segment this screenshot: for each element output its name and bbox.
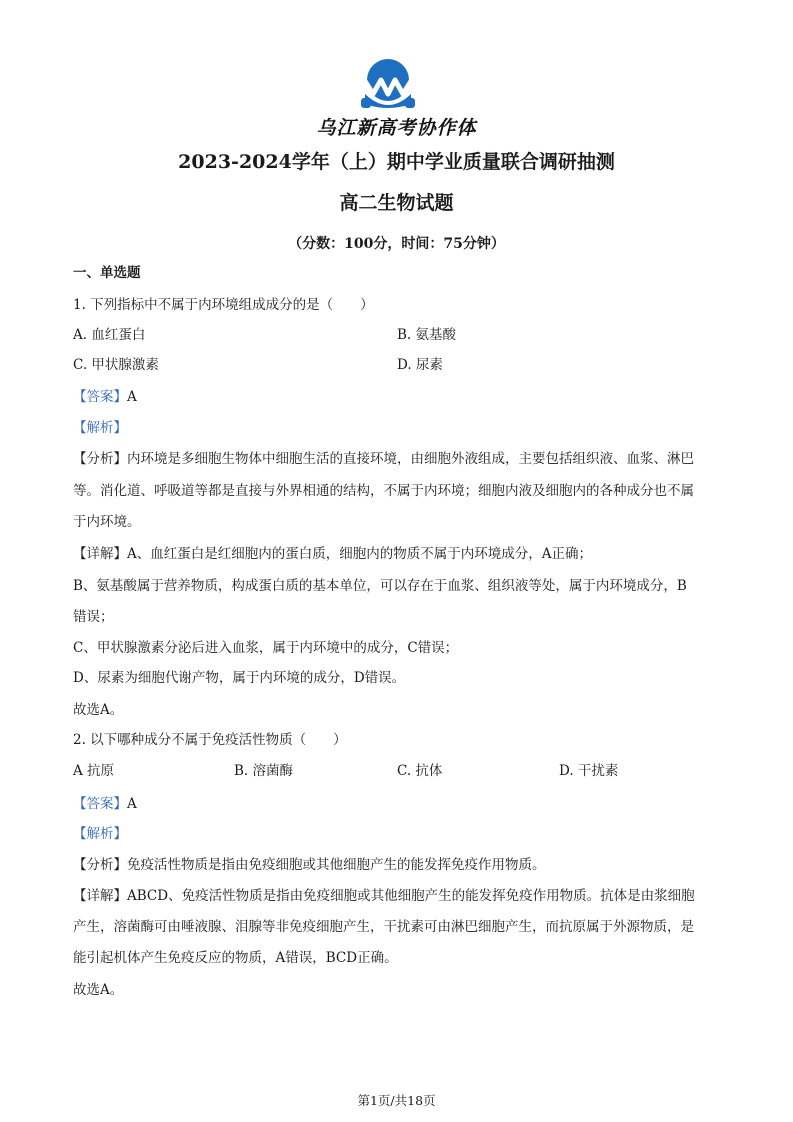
q2-option-d: D. 干扰素 (559, 763, 619, 779)
exam-meta: （分数：100分，时间：75分钟） (288, 236, 505, 252)
q2-answer-value: A (127, 796, 137, 812)
q1-fenxi-line-2: 等。消化道、呼吸道等都是直接与外界相通的结构，不属于内环境；细胞内液及细胞内的各种成分也不属 (73, 483, 694, 499)
q1-conclusion: 故选A。 (73, 702, 124, 718)
q2-xiangjie-line-2: 产生，溶菌酶可由唾液腺、泪腺等非免疫细胞产生，干扰素可由淋巴细胞产生，而抗原属于外源物质，是 (73, 919, 694, 935)
q1-xiangjie-line-4: C、甲状腺激素分泌后进入血浆，属于内环境中的成分，C错误； (73, 640, 459, 656)
page-number: 第1页/共18页 (357, 1093, 436, 1108)
q1-option-c: C. 甲状腺激素 (73, 357, 159, 373)
q1-answer-value: A (127, 389, 137, 405)
q1-option-a: A. 血红蛋白 (73, 327, 146, 343)
q2-fenxi-line: 【分析】免疫活性物质是指由免疫细胞或其他细胞产生的能发挥免疫作用物质。 (73, 857, 546, 873)
q1-xiangjie-line-5: D、尿素为细胞代谢产物，属于内环境的成分，D错误。 (73, 670, 406, 686)
q1-option-d: D. 尿素 (397, 357, 443, 373)
section-heading: 一、单选题 (73, 265, 141, 281)
q1-option-b: B. 氨基酸 (397, 327, 457, 343)
q1-fenxi-line-3: 于内环境。 (73, 514, 141, 530)
exam-title: 2023-2024学年（上）期中学业质量联合调研抽测 (178, 151, 615, 173)
q1-fenxi-line-1: 【分析】内环境是多细胞生物体中细胞生活的直接环境，由细胞外液组成，主要包括组织液、血浆、淋巴 (73, 451, 694, 467)
q1-xiangjie-line-2: B、氨基酸属于营养物质，构成蛋白质的基本单位，可以存在于血浆、组织液等处，属于内环境成分，B (73, 578, 687, 594)
q2-option-b: B. 溶菌酶 (234, 763, 294, 779)
q2-option-c: C. 抗体 (397, 763, 443, 779)
fenxi-tag: 【分析】 (73, 451, 127, 467)
xiangjie-tag: 【详解】 (73, 546, 127, 562)
xiangjie-tag: 【详解】 (73, 888, 127, 904)
q2-option-a: A 抗原 (73, 763, 115, 779)
q2-stem: 2. 以下哪种成分不属于免疫活性物质（ ） (73, 732, 347, 748)
q1-xiangjie-line-1: 【详解】A、血红蛋白是红细胞内的蛋白质，细胞内的物质不属于内环境成分，A正确； (73, 546, 592, 562)
q2-xiangjie-line-1: 【详解】ABCD、免疫活性物质是指由免疫细胞或其他细胞产生的能发挥免疫作用物质。抗体是由浆细胞 (73, 888, 695, 904)
logo-icon (355, 58, 421, 112)
subject-title: 高二生物试题 (339, 192, 454, 214)
brand-name: 乌江新高考协作体 (316, 117, 477, 139)
answer-tag: 【答案】 (73, 389, 127, 405)
fenxi-tag: 【分析】 (73, 857, 127, 873)
q2-conclusion: 故选A。 (73, 982, 124, 998)
q1-stem: 1. 下列指标中不属于内环境组成成分的是（ ） (73, 297, 374, 313)
q2-xiangjie-line-3: 能引起机体产生免疫反应的物质，A错误，BCD正确。 (73, 950, 398, 966)
q1-answer (73, 388, 137, 406)
q2-analysis-tag: 【解析】 (73, 826, 127, 842)
q1-analysis-tag: 【解析】 (73, 420, 127, 436)
answer-tag: 【答案】 (73, 796, 127, 812)
q1-xiangjie-line-3: 错误； (73, 609, 114, 625)
q2-answer (73, 795, 137, 813)
